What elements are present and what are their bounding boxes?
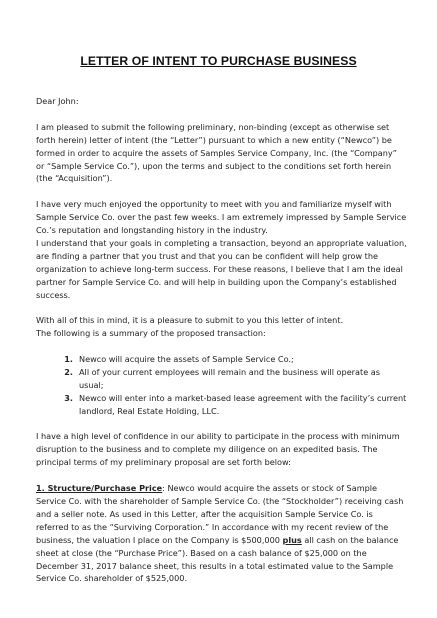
paragraph-summary-intro: The following is a summary of the proposed transaction: [36,328,266,339]
salutation: Dear John: [36,96,79,106]
term-label: 1. Structure/Purchase Price [36,483,163,494]
transaction-list [36,353,407,418]
letter-body [36,95,407,585]
list-item-text: Newco will enter into a market-based lease agreement with the facility’s current landlord, Real Estate Holding, LLC. [79,392,407,416]
list-item-text: Newco will acquire the assets of Sample Service Co.; [79,354,294,365]
paragraph-pleasure: With all of this in mind, it is a pleasure to submit to you this letter of intent. [36,315,344,326]
list-item [36,392,407,418]
list-item [36,366,407,392]
list-item [36,353,407,366]
paragraph-goals: I understand that your goals in completing a transaction, beyond an appropriate valuation, are finding a partner that you trust and that you can be confident will help grow the organization to achieve long-term success. For these reasons, I believe that I am the ideal partner for Sample Service Co. and will help in building upon the Company’s established success. [36,237,407,300]
document-title: LETTER OF INTENT TO PURCHASE BUSINESS [80,54,357,68]
term-plus-emphasis: plus [282,534,302,545]
term-text-b: all cash on the balance sheet at close (the “Purchase Price”). Based on a cash balance of $25,000 on the December 31, 2017 balance sheet, this results in a total estimated value to the Sample Service Co. shareholder of $525,000. [36,534,399,584]
paragraph-confidence: I have a high level of confidence in our ability to participate in the process with minimum disruption to the business and to complete my diligence on an expedited basis. The principal terms of my preliminary proposal are set forth below: [36,431,400,468]
paragraph-intro: I am pleased to submit the following preliminary, non-binding (except as otherwise set forth herein) letter of intent (the “Letter”) pursuant to which a new entity (“Newco”) be formed in order to acquire the assets of Samples Service Company, Inc. (the “Company” or “Sample Service Co.”), upon the terms and subject to the conditions set forth herein (the “Acquisition”). [36,121,397,184]
list-item-number: 3. [64,392,73,403]
list-item-text: All of your current employees will remain and the business will operate as usual; [79,366,380,390]
term-text-a: : Newco would acquire the assets or stock of Sample Service Co. with the shareholder of Sample Service Co. (the “Stockholder”) receiving cash and a seller note. As used in this Letter, after the acquisition Sample Service Co. is referred to as the “Surviving Corporation.” In accordance with my recent review of the business, the valuation I place on the Company is $500,000 [36,483,404,545]
term-structure-purchase-price [36,482,407,585]
list-item-number: 2. [64,366,73,377]
paragraph-enjoyed: I have very much enjoyed the opportunity to meet with you and familiarize myself with Sample Service Co. over the past few weeks. I am extremely impressed by Sample Service Co.’s reputation and longstanding history in the industry. [36,199,407,236]
list-item-number: 1. [64,354,73,365]
